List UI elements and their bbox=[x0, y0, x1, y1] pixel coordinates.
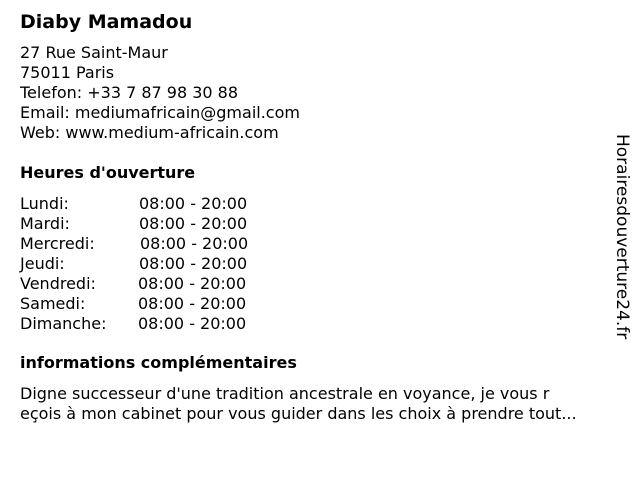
business-name: Diaby Mamadou bbox=[20, 11, 193, 33]
day-label: Vendredi: bbox=[20, 274, 96, 293]
city-postcode: 75011 Paris bbox=[20, 63, 115, 82]
hours-row-jeudi bbox=[20, 254, 320, 274]
hours-row-dimanche bbox=[20, 314, 320, 334]
business-description bbox=[20, 384, 628, 424]
hours-row-lundi bbox=[20, 194, 320, 214]
time-range: 08:00 - 20:00 bbox=[138, 274, 247, 293]
hours-row-mardi bbox=[20, 214, 320, 234]
time-range: 08:00 - 20:00 bbox=[139, 214, 248, 233]
description-line: Digne successeur d'une tradition ancestrale en voyance, je vous r bbox=[20, 384, 550, 403]
day-label: Mardi: bbox=[20, 214, 70, 233]
time-range: 08:00 - 20:00 bbox=[138, 314, 247, 333]
additional-info-heading: informations complémentaires bbox=[20, 353, 297, 372]
time-range: 08:00 - 20:00 bbox=[139, 194, 248, 213]
day-label: Lundi: bbox=[20, 194, 69, 213]
description-line: eçois à mon cabinet pour vous guider dans les choix à prendre tout... bbox=[20, 404, 577, 423]
email-address: Email: mediumafricain@gmail.com bbox=[20, 103, 300, 122]
opening-hours-table bbox=[20, 194, 320, 334]
street-address: 27 Rue Saint-Maur bbox=[20, 43, 168, 62]
hours-row-mercredi bbox=[20, 234, 320, 254]
contact-block bbox=[20, 43, 300, 143]
time-range: 08:00 - 20:00 bbox=[138, 294, 247, 313]
hours-row-samedi bbox=[20, 294, 320, 314]
day-label: Dimanche: bbox=[20, 314, 107, 333]
phone-number: Telefon: +33 7 87 98 30 88 bbox=[20, 83, 239, 102]
website-address: Web: www.medium-africain.com bbox=[20, 123, 279, 142]
time-range: 08:00 - 20:00 bbox=[139, 254, 248, 273]
day-label: Samedi: bbox=[20, 294, 86, 313]
time-range: 08:00 - 20:00 bbox=[140, 234, 249, 253]
opening-hours-heading: Heures d'ouverture bbox=[20, 163, 196, 182]
hours-row-vendredi bbox=[20, 274, 320, 294]
day-label: Jeudi: bbox=[20, 254, 65, 273]
day-label: Mercredi: bbox=[20, 234, 95, 253]
site-watermark: Horairesdouverture24.fr bbox=[612, 134, 632, 340]
